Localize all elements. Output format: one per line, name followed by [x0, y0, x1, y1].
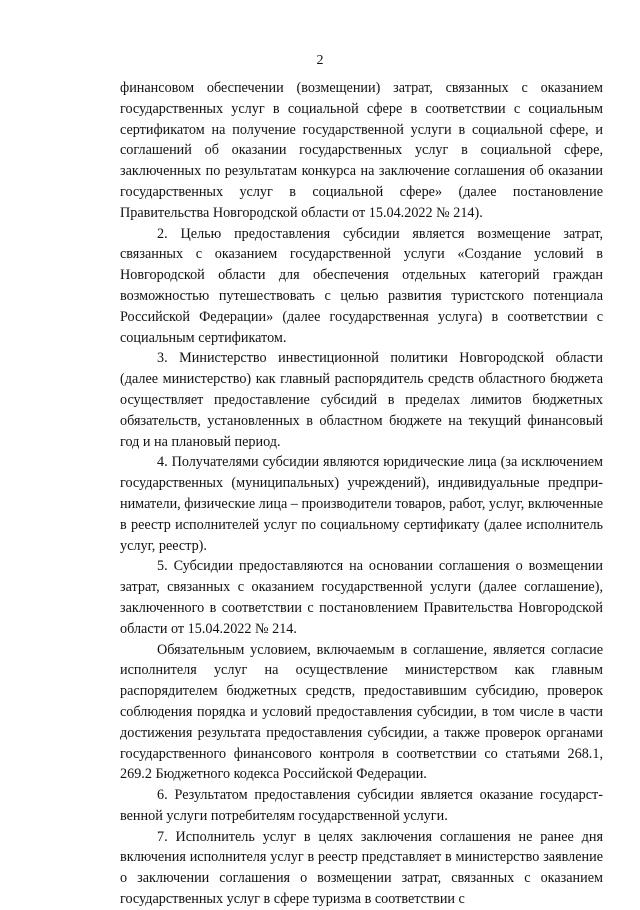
page-number: 2	[316, 53, 324, 68]
paragraph-continuation: финансовом обеспечении (возмещении) затрат, связанных с оказанием государственных услуг в социальной сфере в соответствии с социальным сертификатом на получение государственной услуги в социальной сфере, и соглашений об оказании государственных услуг в социальной сфере, заключенных по результатам конкурса на заключение соглашения об оказании государственных услуг в социальной сфере» (далее постановление Правительства Новгородской области от 15.04.2022 № 214).	[120, 80, 603, 221]
paragraph-mandatory-condition: Обязательным условием, включаемым в соглашение, является согласие исполнителя услуг на осуществление министерством как главным распорядителем бюджетных средств, предоставившим субсидию, проверок соблюдения порядка и условий предоставления субсидии, в том числе в части достижения результата предоставления субсидии, а также проверок органами государственного финансового контроля в соответствии со статьями 268.1, 269.2 Бюджетного кодекса Российской Федерации.	[120, 641, 603, 783]
paragraph-3-ministry: 3. Министерство инвестиционной политики Новгородской области (далее министерство) как главный распорядитель средств областного бюджета осуществляет предоставление субсидий в пределах лимитов бюджетных обязательств, установленных в областном бюджете на текущий финансовый год и на плановый период.	[120, 350, 603, 450]
paragraph-2-purpose: 2. Целью предоставления субсидии является возмещение затрат, связанных с оказанием государственной услуги «Создание условий в Новгородской области для обеспечения отдельных категорий граждан возможностью путешествовать с целью развития туристского потенциала Российской Федерации» (далее государственная услуга) в соответствии с социальным сертификатом.	[120, 225, 603, 346]
document-body	[120, 78, 603, 910]
paragraph-7-application: 7. Исполнитель услуг в целях заключения соглашения не ранее дня включения исполнителя услуг в реестр представляет в министерство заявление о заключении соглашения о возмещении затрат, связанных с оказанием государственных услуг в сфере туризма в соответствии с	[120, 828, 603, 908]
paragraph-4-recipients: 4. Получателями субсидии являются юридические лица (за исключением государственных (муниципальных) учреждений), индивидуальные предприниматели, физические лица – производители товаров, работ, услуг, включенные в реестр исполнителей услуг по социальному сертификату (далее исполнитель услуг, реестр).	[120, 454, 603, 554]
paragraph-5-agreement: 5. Субсидии предоставляются на основании соглашения о возмещении затрат, связанных с оказанием государственной услуги (далее соглашение), заключенного в соответствии с постановлением Правительства Новгородской области от 15.04.2022 № 214.	[120, 558, 603, 637]
paragraph-6-result: 6. Результатом предоставления субсидии является оказание государственной услуги потребителям государственной услуги.	[120, 787, 603, 824]
